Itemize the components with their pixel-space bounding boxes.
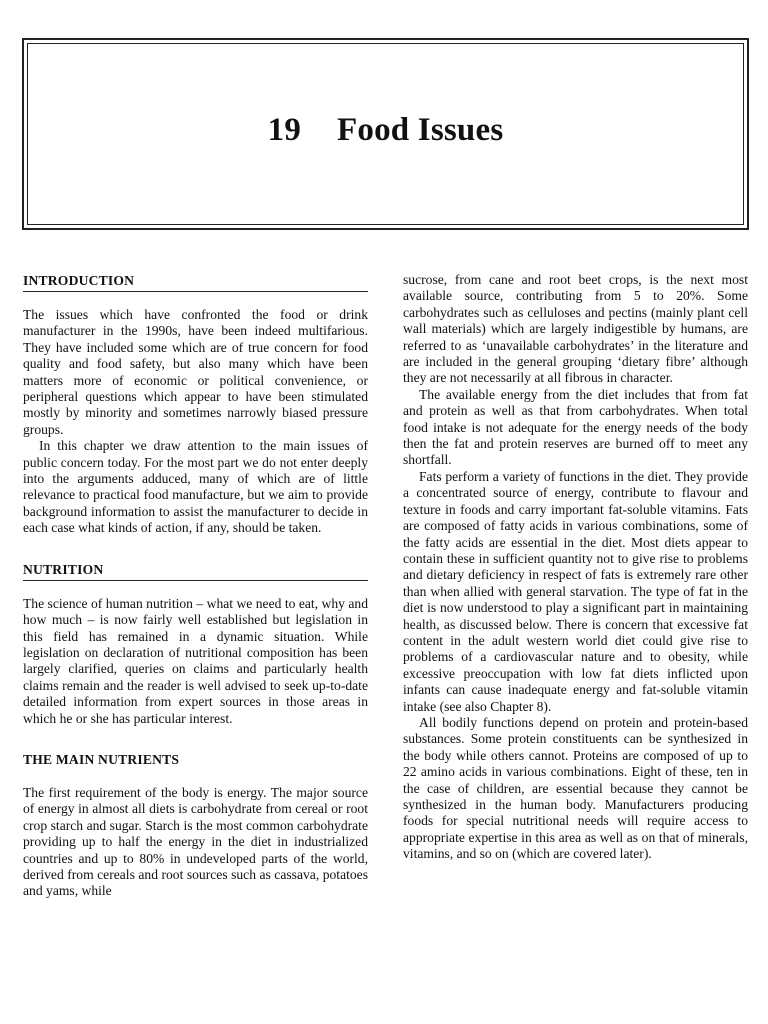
- chapter-number: 19: [267, 111, 302, 148]
- chapter-heading: [268, 112, 504, 149]
- section-heading-introduction: INTRODUCTION: [23, 272, 368, 292]
- introduction-paragraph-2: In this chapter we draw attention to the main issues of public concern today. For the most part we do not enter deeply into the arguments adduced, many of which are of little relevance to practical food manufacture, but we aim to provide background information to assist the manufacturer to decide in each case what kinds of action, if any, should be taken.: [23, 438, 368, 536]
- chapter-title-box: [22, 38, 749, 230]
- section-heading-nutrition: NUTRITION: [23, 561, 368, 581]
- section-spacer: [23, 537, 368, 561]
- right-paragraph-fats: Fats perform a variety of functions in the diet. They provide a concentrated source of energy, contribute to flavour and texture in foods and carry important fat-soluble vitamins. Fats are composed of fatty acids in various combinations, some of the fatty acids are essential in the diet. Most diets appear to contain these in sufficient quantity not to give rise to problems and dietary deficiency in respect of fats is extremely rare other than when allied with general starvation. The type of fat in the diet is now understood to play a significant part in maintaining health, as discussed below. There is concern that excessive fat content in the adult western world diet could give rise to problems of a cardiovascular nature and to obesity, while excessive preoccupation with low fat diets inflicted upon infants can cause inadequate energy and fat-soluble vitamin intake (see also Chapter 8).: [403, 468, 748, 714]
- nutrition-paragraph-1: The science of human nutrition – what we need to eat, why and how much – is now fairly well established but legislation in this field has remained in a dynamic situation. While legislation on declaration of nutritional composition has been largely clarified, queries on claims and particularly health claims remain and the reader is well advised to seek up-to-date detailed information from expert sources in those areas in which he or she has particular interest.: [23, 595, 368, 726]
- main-nutrients-paragraph-1: The first requirement of the body is energy. The major source of energy in almost all diets is carbohydrate from cereal or root crop starch and sugar. Starch is the most common carbohydrate providing up to half the energy in the diet in industrialized countries and up to 80% in undeveloped parts of the world, derived from cereals and root sources such as cassava, potatoes and yams, while: [23, 784, 368, 899]
- right-column: [403, 272, 748, 863]
- right-paragraph-sucrose: sucrose, from cane and root beet crops, is the next most available source, contributing from 5 to 20%. Some carbohydrates such as celluloses and pectins (mainly plant cell wall materials) which are largely indigestible by humans, are referred to as ‘unavailable carbohydrates’ in the literature and are included in the general grouping ‘dietary fibre’ although they are not necessarily at all fibrous in character.: [403, 272, 748, 386]
- chapter-title: Food Issues: [337, 111, 504, 148]
- right-paragraph-protein: All bodily functions depend on protein and protein-based substances. Some protein constituents can be synthesized in the body while others cannot. Proteins are composed of up to 22 amino acids in various combinations. Eight of these, ten in the case of children, are essential because they cannot be synthesized in the human body. Manufacturers producing foods for special nutritional needs will require access to appropriate expertise in this area as well as on that of minerals, vitamins, and so on (which are covered later).: [403, 714, 748, 862]
- right-paragraph-available-energy: The available energy from the diet includes that from fat and protein as well as that from carbohydrates. When total food intake is not adequate for the energy needs of the body then the fat and protein reserves are burned off to meet any shortfall.: [403, 386, 748, 468]
- left-column: [23, 272, 368, 900]
- introduction-paragraph-1: The issues which have confronted the food or drink manufacturer in the 1990s, have been indeed multifarious. They have included some which are of true concern for food quality and food safety, but also many which have been matters more of economic or political convenience, or peripheral questions which appear to have been stimulated mostly by minority and sometimes narrowly biased pressure groups.: [23, 307, 368, 437]
- chapter-title-box-inner: [27, 43, 744, 225]
- section-heading-main-nutrients: THE MAIN NUTRIENTS: [23, 751, 180, 767]
- section-spacer: [23, 727, 368, 751]
